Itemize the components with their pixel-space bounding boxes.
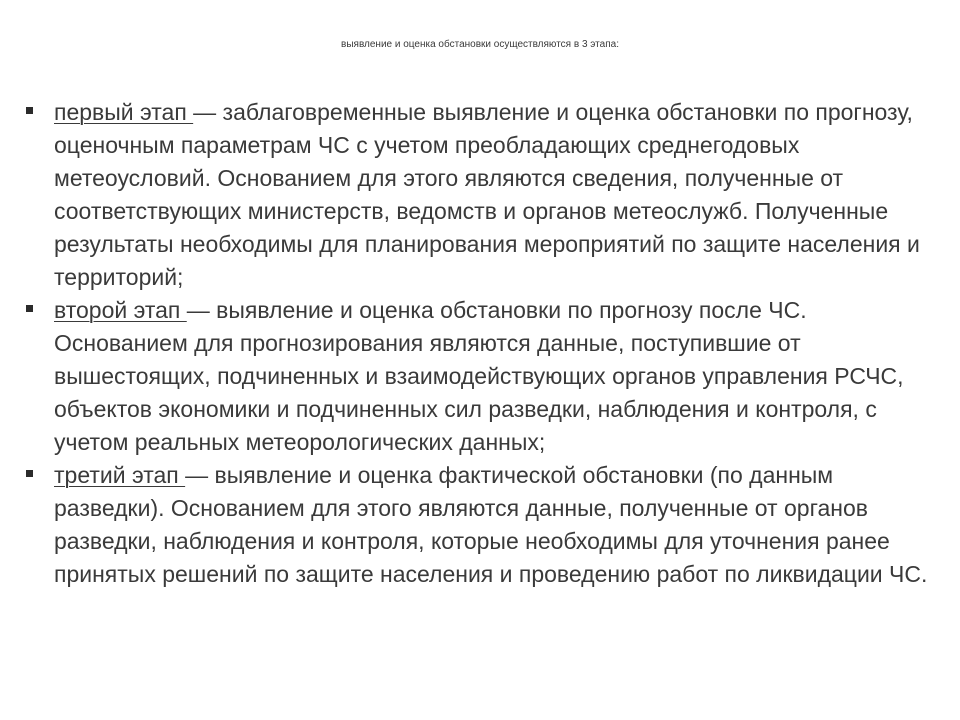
stage-term: третий этап (54, 462, 186, 488)
square-bullet-icon (26, 470, 33, 477)
slide-title: выявление и оценка обстановки осуществляются в 3 этапа: (341, 39, 619, 50)
stage-description: — выявление и оценка фактической обстановки (по данным разведки). Основанием для этого являются данные, полученные от органов разведки, наблюдения и контроля, которые необходимы для уточнения ранее принятых решений по защите населения и проведению работ по ликвидации ЧС. (54, 462, 928, 587)
stage-term: первый этап (54, 99, 194, 125)
bullet-item-first-stage (24, 96, 944, 294)
stage-term: второй этап (54, 297, 187, 323)
stage-description: — заблаговременные выявление и оценка обстановки по прогнозу, оценочным параметрам ЧС с учетом преобладающих среднегодовых метеоусловий. Основанием для этого являются сведения, полученные от соответствующих министерств, ведомств и органов метеослужб. Полученные результаты необходимы для планирования мероприятий по защите населения и территорий; (54, 99, 920, 290)
square-bullet-icon (26, 107, 33, 114)
bullet-item-third-stage (24, 459, 944, 591)
bullet-list (24, 96, 944, 591)
bullet-item-second-stage (24, 294, 944, 459)
square-bullet-icon (26, 305, 33, 312)
stage-description: — выявление и оценка обстановки по прогнозу после ЧС. Основанием для прогнозирования являются данные, поступившие от вышестоящих, подчиненных и взаимодействующих органов управления РСЧС, объектов экономики и подчиненных сил разведки, наблюдения и контроля, с учетом реальных метеорологических данных; (54, 297, 904, 455)
